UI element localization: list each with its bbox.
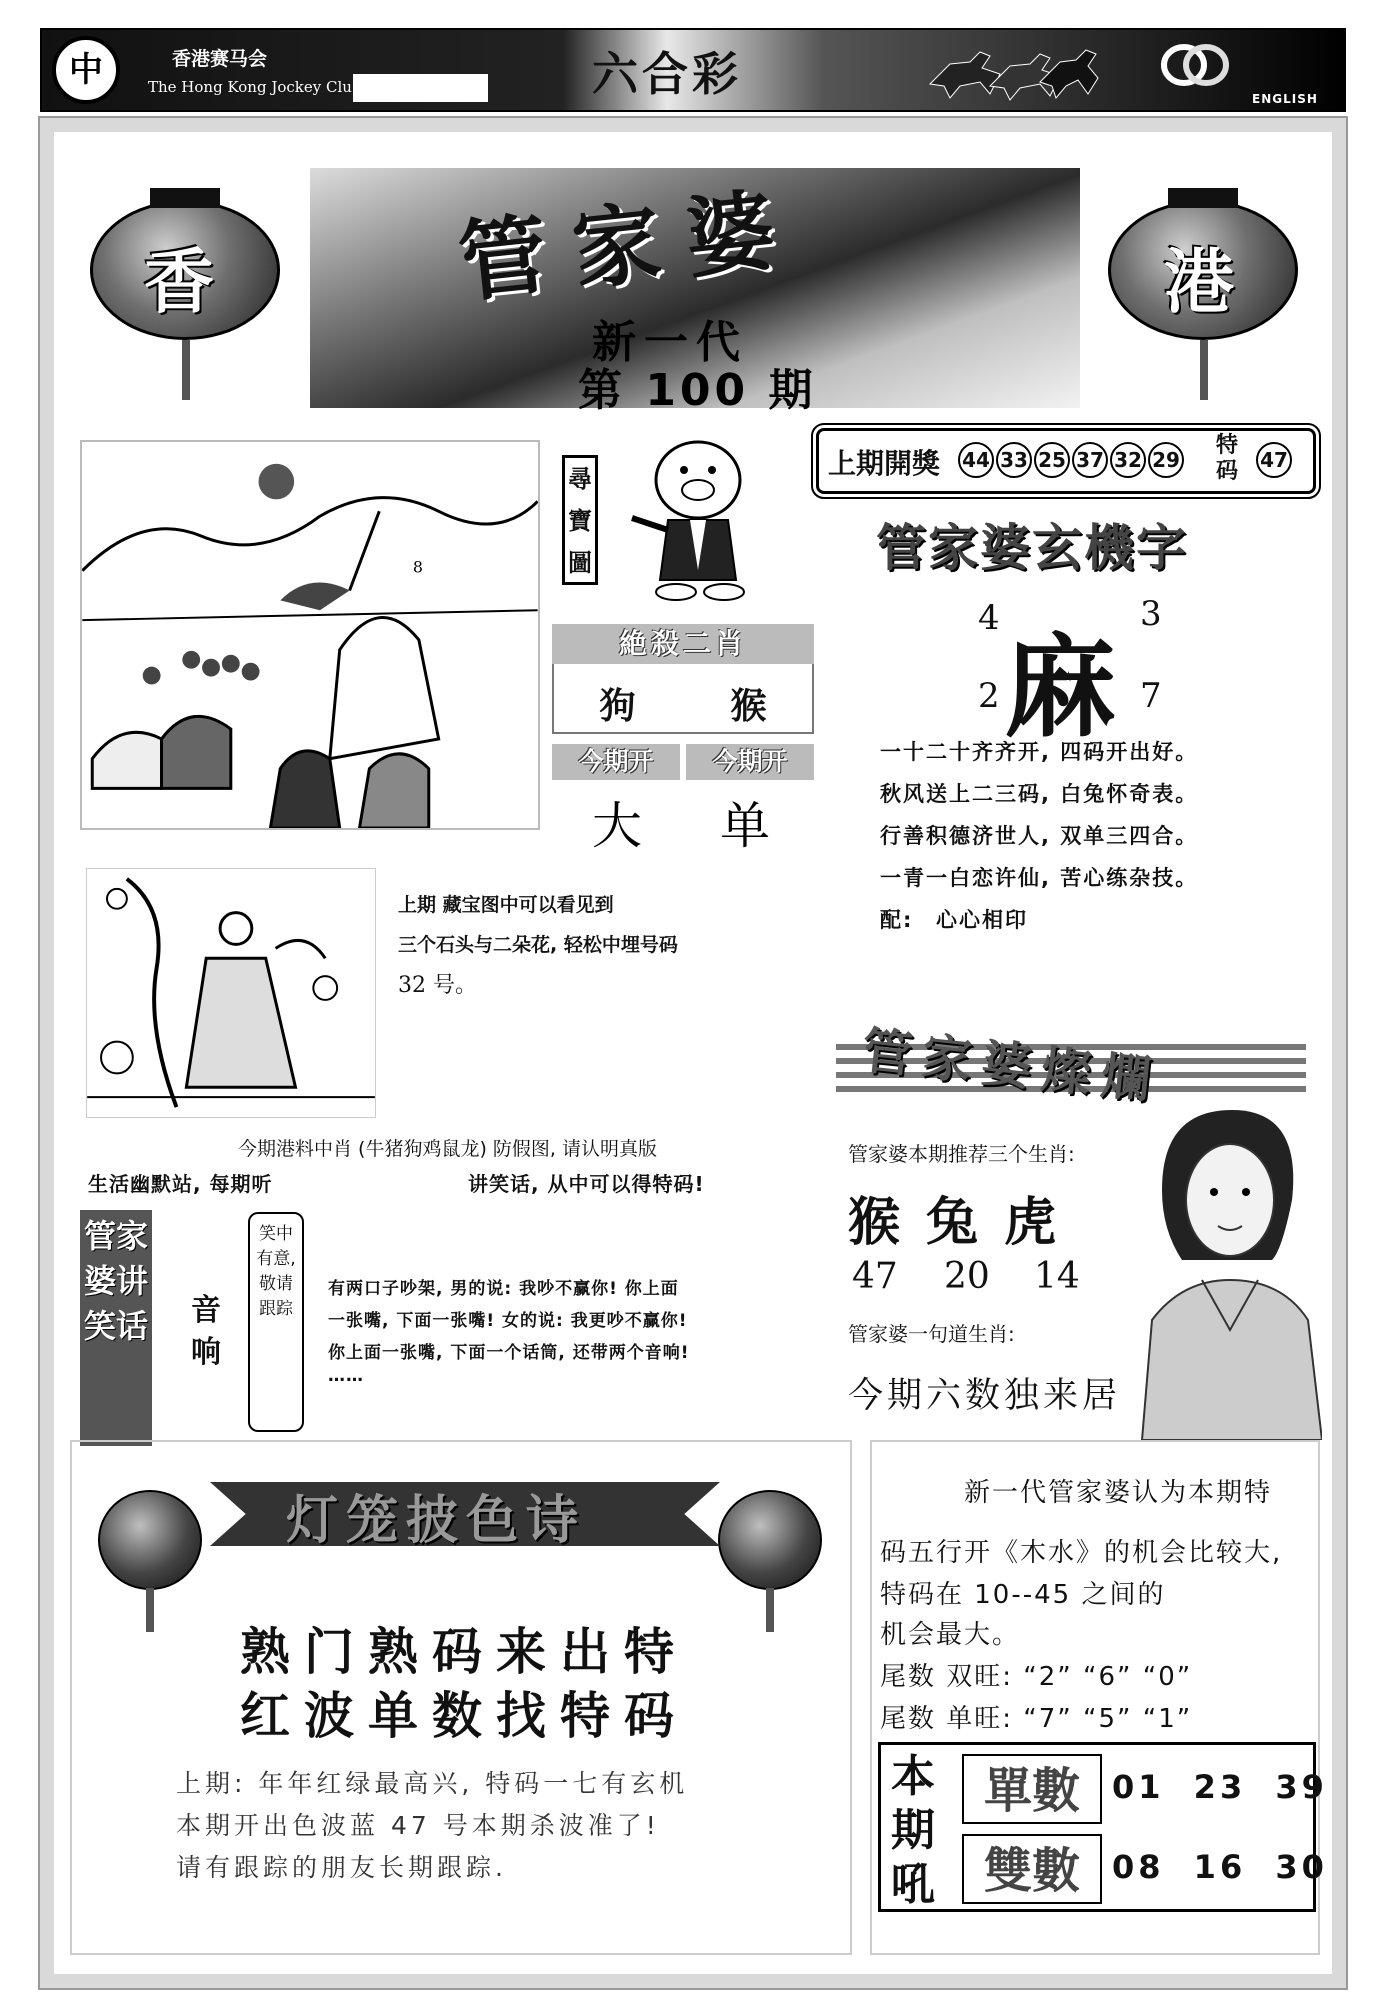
even-numbers: 08 16 30 <box>1112 1848 1328 1886</box>
mystery-number: 3 <box>1140 594 1162 634</box>
special-code-label: 特码 <box>1215 432 1238 484</box>
joke-side-label: 管家婆讲笑话 <box>84 1217 149 1345</box>
zodiac: 兔 <box>926 1192 1005 1253</box>
english-link[interactable]: ENGLISH <box>1252 92 1318 106</box>
recommend-number: 47 <box>852 1256 898 1297</box>
lantern-left-char: 香 <box>144 240 214 323</box>
mystery-number: 4 <box>978 598 1000 638</box>
poem-lantern-left-tassel <box>146 1588 154 1632</box>
odd-numbers: 01 23 39 <box>1112 1768 1328 1806</box>
poem-lantern-left-icon <box>98 1490 202 1590</box>
joke-title: 音响 <box>191 1293 221 1370</box>
humor-station-line: 讲笑话, 从中可以得特码! <box>468 1172 705 1196</box>
kill-value: 猴 <box>730 685 767 727</box>
recommend-label: 管家婆本期推荐三个生肖: <box>848 1142 1075 1166</box>
joke-line: 一张嘴, 下面一张嘴! 女的说: 我更吵不赢你! <box>328 1311 688 1331</box>
joke-hint: 笑中有意,敬请跟踪 <box>256 1224 296 1319</box>
draw-ball: 33 <box>996 442 1032 478</box>
mystery-poem-line: 一十二十齐齐开, 四码开出好。 <box>880 740 1199 764</box>
lantern-left-cap <box>150 188 220 208</box>
treasure-map-label: 尋寶圖 <box>562 455 598 585</box>
joke-line: 有两口子吵架, 男的说: 我吵不赢你! 你上面 <box>328 1279 679 1299</box>
prev-treasure-line: 三个石头与二朵花, 轻松中埋号码 <box>398 934 678 956</box>
wuxing-line: 尾数 单旺: “7” “5” “1” <box>880 1704 1193 1734</box>
org-name-cn: 香港赛马会 <box>172 48 268 70</box>
joke-line: 你上面一张嘴, 下面一个话筒, 还带两个音响! <box>328 1343 690 1363</box>
racehorses-icon <box>920 34 1100 104</box>
prev-treasure-line: 32 号。 <box>398 973 477 998</box>
lantern-right-cap <box>1168 188 1238 208</box>
recommend-number: 20 <box>944 1256 990 1297</box>
draw-ball: 29 <box>1148 442 1184 478</box>
mystery-character: 麻 <box>1004 622 1116 753</box>
mystery-poem-line: 秋风送上二三码, 白兔怀奇表。 <box>880 782 1199 806</box>
mystery-number: 7 <box>1140 676 1162 716</box>
this-issue-value: 单 <box>720 797 770 855</box>
show-title: 管家婆燦爛 <box>859 1020 1164 1111</box>
mystery-match-label: 配: <box>880 908 914 932</box>
rings-logo-icon <box>1160 40 1230 90</box>
last-draw-label: 上期開獎 <box>828 447 941 480</box>
lantern-poem-prev: 请有跟踪的朋友长期跟踪. <box>176 1853 507 1882</box>
lantern-poem-prev: 上期: 年年红绿最高兴, 特码一七有玄机 <box>176 1769 689 1798</box>
recommend-number: 14 <box>1034 1256 1080 1297</box>
mystery-number: 2 <box>978 676 1000 716</box>
odd-numbers-label: 單數 <box>962 1754 1102 1824</box>
number-table-label: 本期吼 <box>891 1751 935 1910</box>
joke-line: …… <box>328 1366 364 1386</box>
girl-portrait <box>1122 1100 1322 1440</box>
mystery-poem-line: 一青一白恋许仙, 苦心练杂技。 <box>880 866 1199 890</box>
mystery-title: 管家婆玄機字 <box>876 519 1188 577</box>
one-sentence-label: 管家婆一句道生肖: <box>848 1322 1015 1346</box>
one-sentence-text: 今期六数独来居 <box>848 1376 1122 1416</box>
zodiac: 虎 <box>1004 1192 1083 1253</box>
wuxing-line: 机会最大。 <box>880 1620 1021 1650</box>
lantern-poem-line: 红波单数找特码 <box>240 1687 688 1745</box>
anti-fake-note: 今期港料中肖 (牛猪狗鸡鼠龙) 防假图, 请认明真版 <box>238 1138 657 1160</box>
this-issue-value: 大 <box>592 797 642 855</box>
even-numbers-label: 雙數 <box>962 1834 1102 1904</box>
lantern-poem-title: 灯笼披色诗 <box>286 1490 587 1551</box>
draw-ball: 25 <box>1034 442 1070 478</box>
kill-value: 狗 <box>599 685 636 727</box>
wuxing-line: 新一代管家婆认为本期特 <box>964 1478 1273 1508</box>
redaction-block <box>353 74 488 102</box>
mystery-match-value: 心心相印 <box>936 908 1028 932</box>
lantern-left-tassel <box>182 340 190 400</box>
recommend-zodiacs <box>848 1180 1082 1255</box>
banner-title: 管家婆 <box>454 175 806 315</box>
wuxing-line: 尾数 双旺: “2” “6” “0” <box>880 1662 1193 1692</box>
map-number: 8 <box>412 557 424 577</box>
sage-illustration <box>86 868 376 1118</box>
poem-lantern-right-icon <box>718 1490 822 1590</box>
humor-station-line: 生活幽默站, 每期听 <box>88 1172 273 1196</box>
wuxing-line: 码五行开《木水》的机会比较大, <box>880 1538 1283 1568</box>
org-name-en: The Hong Kong Jockey Clu <box>148 78 352 96</box>
game-title: 六合彩 <box>592 47 742 101</box>
lantern-poem-prev: 本期开出色波蓝 47 号本期杀波准了! <box>176 1811 660 1840</box>
jockey-club-logo[interactable]: 中 <box>52 36 120 104</box>
pig-mascot-icon <box>628 430 768 605</box>
draw-ball: 37 <box>1072 442 1108 478</box>
treasure-map-image <box>80 440 540 830</box>
this-issue-tag: 今期开 <box>686 744 814 780</box>
draw-ball: 44 <box>958 442 994 478</box>
draw-ball: 32 <box>1110 442 1146 478</box>
lantern-poem-line: 熟门熟码来出特 <box>240 1623 688 1681</box>
banner-subtitle: 新一代 <box>592 317 748 368</box>
zodiac: 猴 <box>848 1192 927 1253</box>
issue-number: 第 100 期 <box>578 365 817 416</box>
prev-treasure-line: 上期 藏宝图中可以看见到 <box>398 894 614 916</box>
kill-two-values <box>552 676 814 730</box>
lantern-right-char: 港 <box>1164 240 1234 323</box>
poem-lantern-right-tassel <box>766 1588 774 1632</box>
mystery-poem-line: 行善积德济世人, 双单三四合。 <box>880 824 1199 848</box>
kill-two-title: 絶殺二肖 <box>552 624 814 664</box>
lantern-right-tassel <box>1200 340 1208 400</box>
this-issue-tag: 今期开 <box>552 744 680 780</box>
wuxing-line: 特码在 10--45 之间的 <box>880 1580 1166 1610</box>
special-ball: 47 <box>1256 442 1292 478</box>
